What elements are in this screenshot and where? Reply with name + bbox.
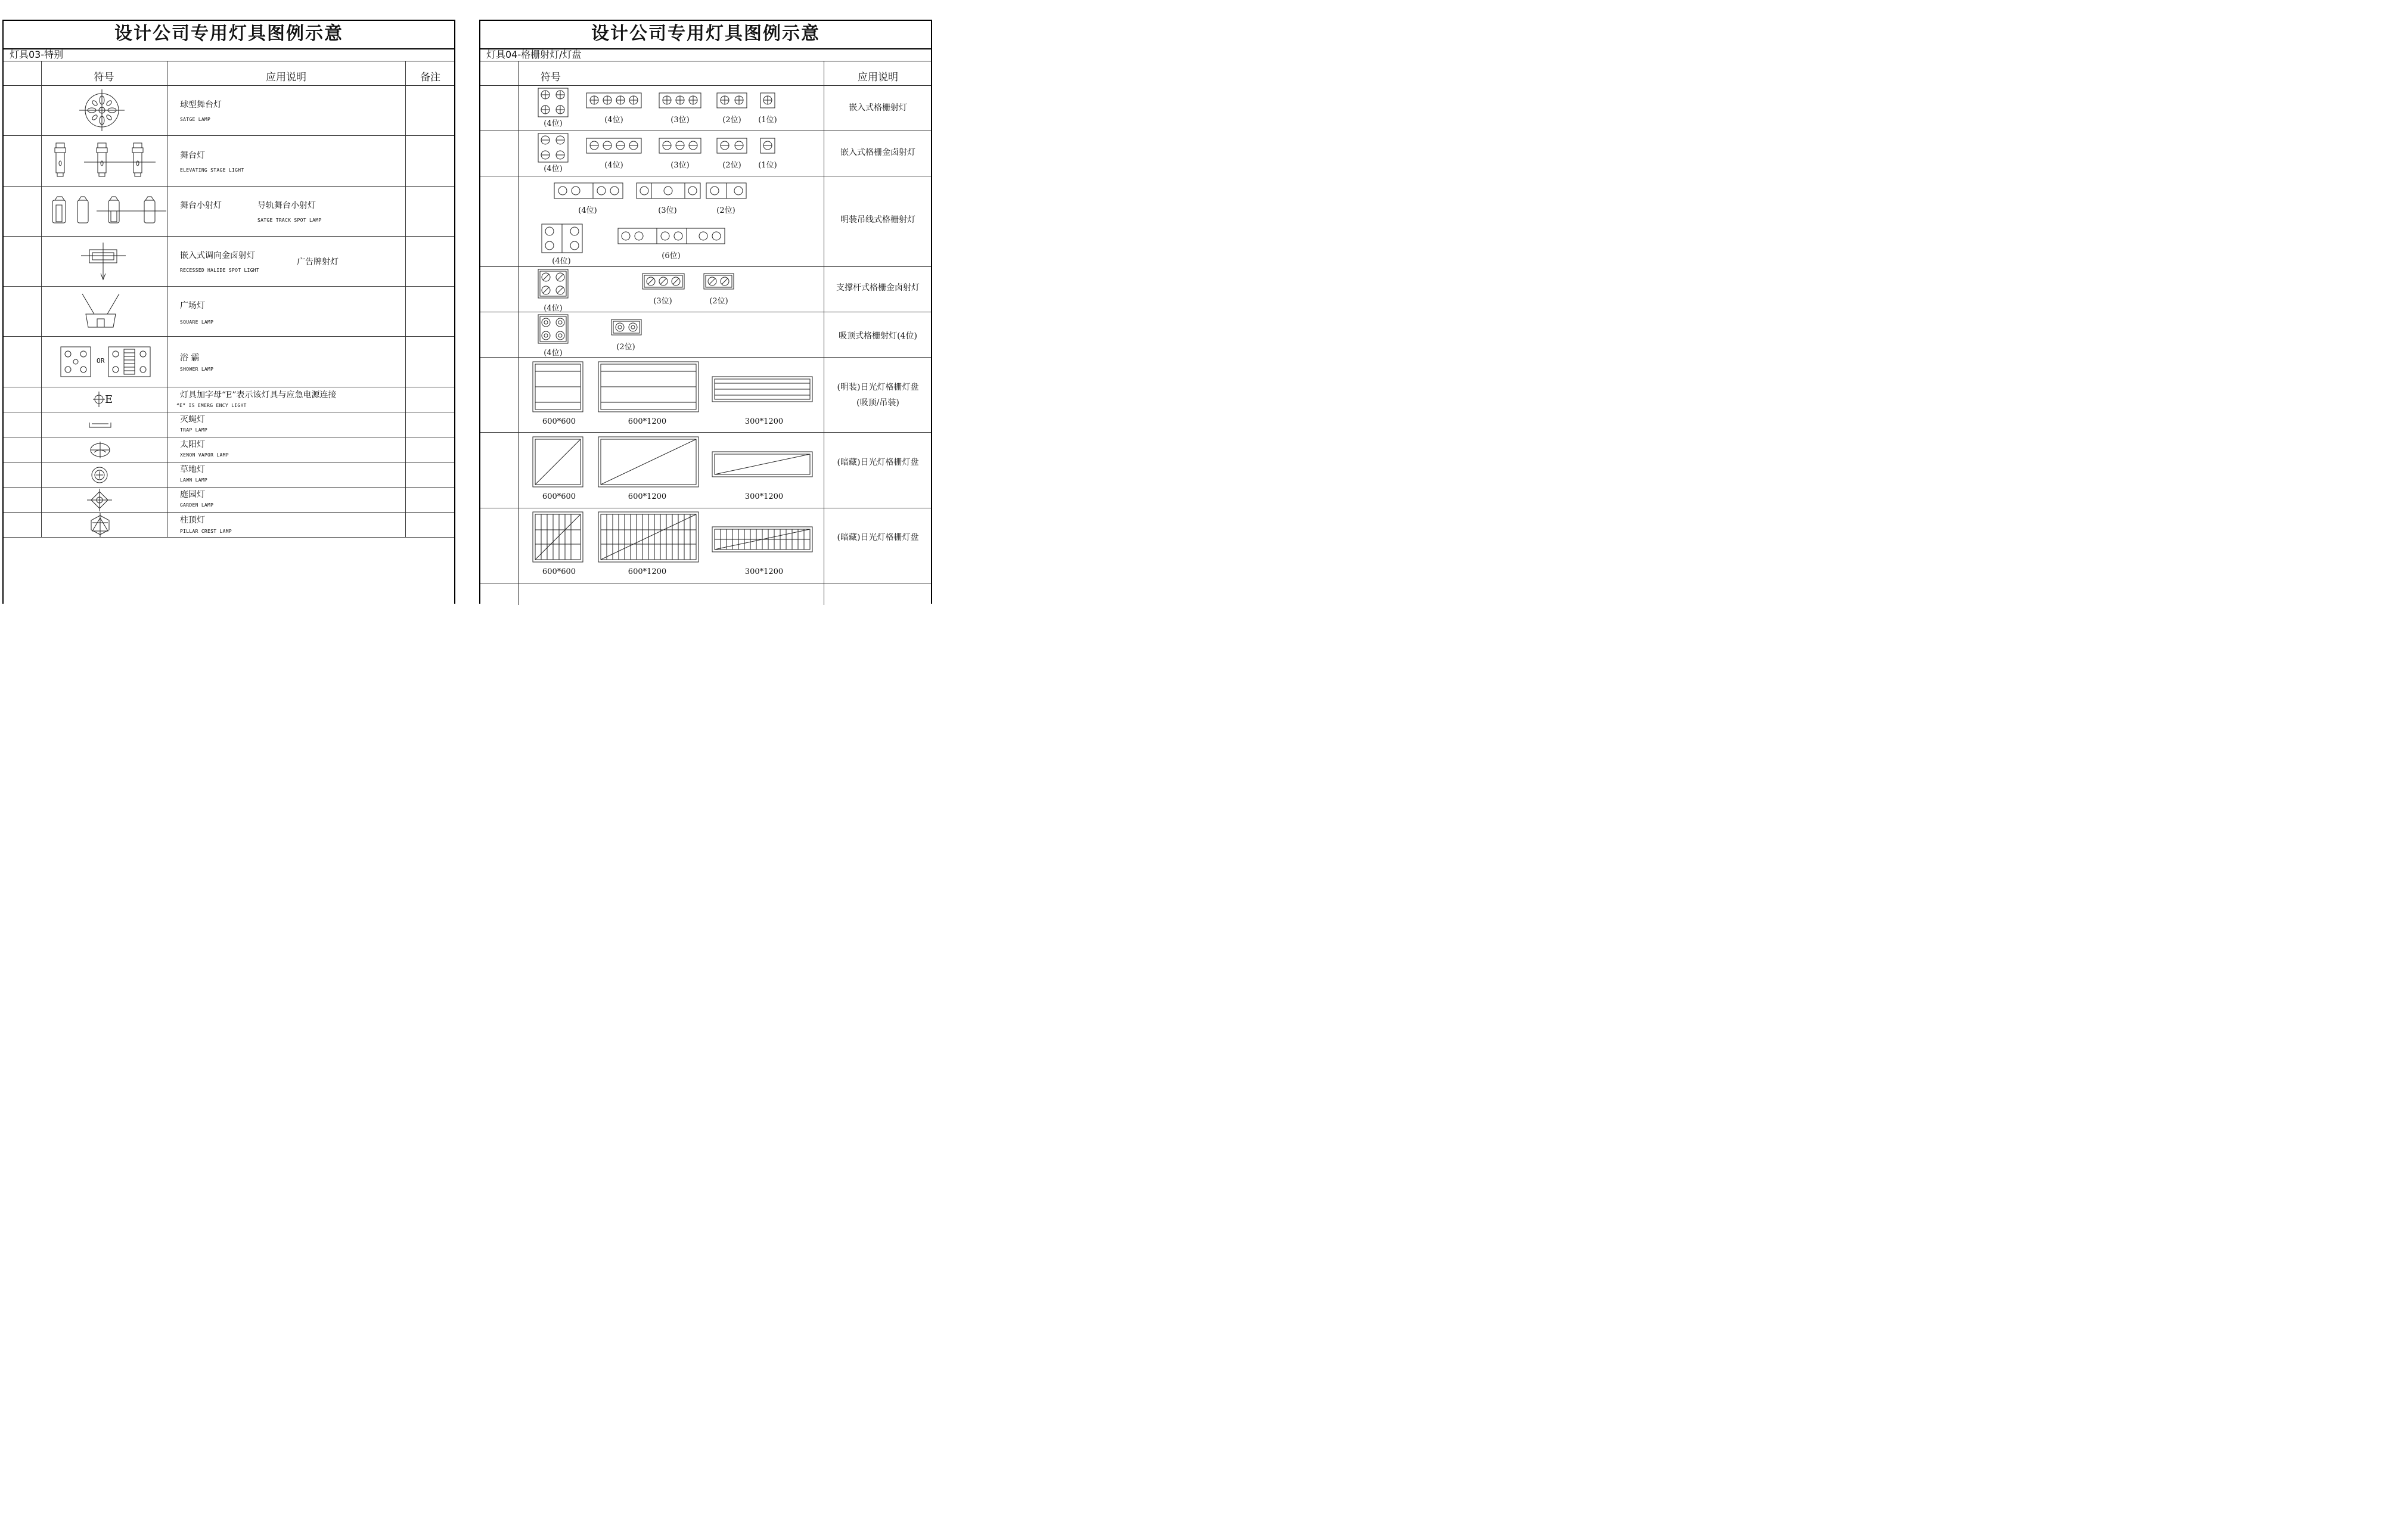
usage-note: 明装吊线式格栅射灯: [840, 215, 915, 225]
usage-note: 嵌入式格栅金卤射灯: [840, 148, 915, 157]
usage-en: SQUARE LAMP: [180, 319, 214, 325]
shower-lamp-symbol: [60, 346, 152, 378]
size-caption: (2位): [616, 343, 635, 352]
right-sheet-title: 设计公司专用灯具图例示意: [480, 21, 931, 49]
size-caption: (4位): [604, 116, 623, 125]
emergency-lamp-symbol: [93, 392, 105, 407]
size-caption: (2位): [716, 206, 735, 215]
size-caption: 300*1200: [744, 492, 784, 501]
usage-en: LAWN LAMP: [180, 477, 208, 483]
right-legend-sheet: [479, 20, 932, 604]
size-caption: (2位): [722, 161, 741, 170]
usage-cn: 广场灯: [180, 301, 205, 311]
size-caption: (3位): [670, 116, 690, 125]
usage-en: TRAP LAMP: [180, 427, 208, 433]
left-sheet-subtitle: 灯具03-特别: [4, 48, 454, 61]
usage-cn: 柱顶灯: [180, 516, 205, 525]
stage-light-symbol: [51, 142, 156, 179]
row-divider: [4, 286, 454, 287]
size-caption: 300*1200: [744, 417, 784, 426]
garden-lamp-symbol: [87, 489, 112, 511]
row-divider: [480, 85, 931, 86]
header-remarks: 备注: [420, 72, 440, 83]
usage-cn: 庭园灯: [180, 490, 205, 499]
recessed-halide-symbol: [81, 243, 126, 281]
usage-en: SHOWER LAMP: [180, 367, 214, 372]
emergency-e-label: E: [105, 393, 113, 406]
row-divider: [4, 85, 454, 86]
header-symbol: 符号: [94, 72, 114, 83]
size-caption: (2位): [722, 116, 741, 125]
usage-note: (暗藏)日光灯格栅灯盘: [837, 458, 919, 467]
usage-cn: 嵌入式调向金卤射灯: [180, 251, 255, 260]
stage-spot-symbol: [50, 197, 166, 225]
xenon-lamp-symbol: [89, 442, 111, 458]
size-caption: 300*1200: [744, 567, 784, 576]
usage-note: 支撑杆式格栅金卤射灯: [836, 283, 920, 293]
usage-cn: 浴 霸: [180, 353, 200, 363]
left-legend-sheet: [2, 20, 455, 604]
usage-note: 嵌入式格栅射灯: [849, 103, 907, 113]
usage-cn-secondary: 广告牌射灯: [297, 257, 339, 267]
size-caption: (2位): [709, 297, 728, 306]
size-caption: 600*600: [542, 417, 576, 426]
size-caption: (4位): [544, 164, 563, 173]
size-caption: (1位): [758, 116, 777, 125]
row-divider: [4, 186, 454, 187]
or-label: OR: [97, 357, 105, 365]
size-caption: 600*600: [542, 492, 576, 501]
usage-en: SATGE LAMP: [180, 117, 211, 122]
pillar-crest-lamp-symbol: [88, 513, 112, 537]
row-divider: [4, 135, 454, 136]
row-divider: [4, 336, 454, 337]
concealed-panel-symbols: [532, 436, 815, 489]
usage-note-secondary: (吸顶/吊装): [856, 398, 899, 408]
row-divider: [480, 266, 931, 267]
row-divider: [4, 487, 454, 488]
column-divider: [41, 61, 42, 538]
size-caption: (4位): [544, 304, 563, 313]
size-caption: (4位): [578, 206, 597, 215]
header-usage: 应用说明: [858, 72, 898, 83]
column-divider: [518, 61, 519, 605]
row-divider: [480, 432, 931, 433]
row-divider: [4, 236, 454, 237]
lawn-lamp-symbol: [91, 466, 108, 484]
row-divider: [4, 512, 454, 513]
usage-cn: 舞台灯: [180, 151, 205, 160]
size-caption: (4位): [544, 349, 563, 358]
left-sheet-title: 设计公司专用灯具图例示意: [4, 21, 454, 49]
usage-en: ELEVATING STAGE LIGHT: [180, 167, 244, 173]
usage-note: 吸顶式格栅射灯(4位): [839, 331, 917, 341]
size-caption: (6位): [662, 252, 681, 260]
usage-en: XENON VAPOR LAMP: [180, 452, 229, 458]
usage-en: “E” IS EMERG ENCY LIGHT: [176, 403, 247, 408]
usage-cn: 灭蝇灯: [180, 415, 205, 424]
usage-en: GARDEN LAMP: [180, 502, 214, 508]
size-caption: (3位): [670, 161, 690, 170]
pendant-grille-symbols: [540, 181, 731, 259]
size-caption: (4位): [552, 257, 571, 266]
usage-cn: 球型舞台灯: [180, 100, 222, 110]
size-caption: (4位): [544, 119, 563, 128]
size-caption: 600*1200: [628, 567, 667, 576]
usage-en: SATGE TRACK SPOT LAMP: [257, 218, 322, 223]
header-symbol: 符号: [541, 72, 561, 83]
louvered-panel-symbols: [532, 511, 815, 564]
usage-cn: 太阳灯: [180, 440, 205, 449]
right-sheet-subtitle: 灯具04-格栅射灯/灯盘: [480, 48, 931, 61]
header-usage: 应用说明: [266, 72, 306, 83]
usage-cn: 草地灯: [180, 465, 205, 474]
surface-panel-symbols: [532, 361, 815, 414]
size-caption: 600*1200: [628, 492, 667, 501]
usage-note: (明装)日光灯格栅灯盘: [837, 383, 919, 392]
usage-cn: 舞台小射灯: [180, 201, 222, 210]
row-divider: [4, 537, 454, 538]
ball-stage-lamp-symbol: [78, 89, 126, 131]
usage-cn: 灯具加字母“E”表示该灯具与应急电源连接: [180, 390, 337, 400]
usage-en: RECESSED HALIDE SPOT LIGHT: [180, 268, 260, 273]
size-caption: 600*600: [542, 567, 576, 576]
usage-en: PILLAR CREST LAMP: [180, 529, 232, 534]
size-caption: 600*1200: [628, 417, 667, 426]
size-caption: (4位): [604, 161, 623, 170]
size-caption: (1位): [758, 161, 777, 170]
trap-lamp-symbol: [88, 420, 112, 430]
column-divider: [405, 61, 406, 538]
square-lamp-symbol: [80, 294, 122, 331]
usage-note: (暗藏)日光灯格栅灯盘: [837, 533, 919, 542]
size-caption: (3位): [658, 206, 677, 215]
usage-cn-secondary: 导轨舞台小射灯: [257, 201, 316, 210]
size-caption: (3位): [653, 297, 672, 306]
